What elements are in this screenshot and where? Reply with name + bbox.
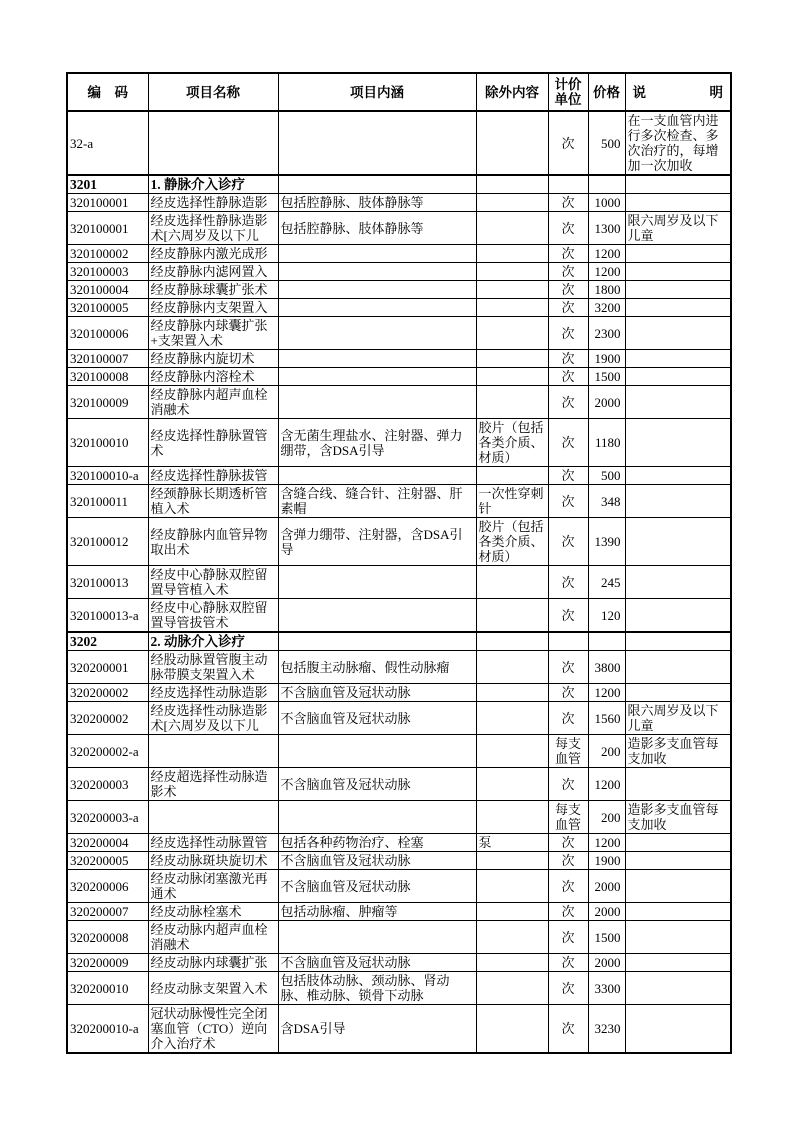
cell-price: 1500 — [588, 368, 625, 386]
cell-note — [625, 1005, 731, 1054]
cell-name: 经皮静脉内球囊扩张+支架置入术 — [148, 317, 278, 350]
cell-price — [588, 632, 625, 651]
cell-name: 经皮静脉内血管异物取出术 — [148, 518, 278, 566]
cell-code: 320200006 — [67, 870, 148, 903]
cell-unit: 次 — [548, 702, 588, 735]
cell-excluded — [476, 194, 548, 212]
cell-excluded — [476, 768, 548, 801]
cell-unit: 次 — [548, 834, 588, 852]
cell-price: 245 — [588, 566, 625, 599]
cell-unit: 次 — [548, 245, 588, 263]
cell-name: 经皮选择性静脉造影术[六周岁及以下儿 — [148, 212, 278, 245]
cell-price: 3300 — [588, 972, 625, 1005]
cell-price: 1800 — [588, 281, 625, 299]
cell-content — [278, 350, 476, 368]
cell-excluded — [476, 281, 548, 299]
cell-price: 200 — [588, 801, 625, 834]
cell-note — [625, 972, 731, 1005]
table-row — [67, 419, 731, 467]
cell-content — [278, 245, 476, 263]
cell-note — [625, 566, 731, 599]
table-row — [67, 921, 731, 954]
cell-code: 320200004 — [67, 834, 148, 852]
cell-unit: 次 — [548, 870, 588, 903]
cell-name: 经皮静脉内超声血栓消融术 — [148, 386, 278, 419]
cell-code: 320100013-a — [67, 599, 148, 633]
cell-unit: 次 — [548, 467, 588, 485]
table-row — [67, 599, 731, 633]
cell-excluded — [476, 921, 548, 954]
cell-note — [625, 350, 731, 368]
cell-unit: 次 — [548, 566, 588, 599]
column-header-unit: 计价单位 — [548, 73, 588, 111]
table-row — [67, 972, 731, 1005]
cell-note — [625, 852, 731, 870]
cell-code: 320100012 — [67, 518, 148, 566]
cell-content — [278, 735, 476, 768]
cell-name: 经皮选择性动脉造影术[六周岁及以下儿 — [148, 702, 278, 735]
cell-content: 不含脑血管及冠状动脉 — [278, 684, 476, 702]
cell-content: 含缝合线、缝合针、注射器、肝素帽 — [278, 485, 476, 518]
cell-content: 含DSA引导 — [278, 1005, 476, 1054]
cell-code: 320100008 — [67, 368, 148, 386]
cell-note — [625, 768, 731, 801]
cell-code: 320200002 — [67, 684, 148, 702]
cell-name: 经皮静脉内激光成形 — [148, 245, 278, 263]
cell-unit: 次 — [548, 954, 588, 972]
cell-price: 1900 — [588, 350, 625, 368]
column-header-content: 项目内涵 — [278, 73, 476, 111]
cell-note — [625, 903, 731, 921]
cell-unit: 次 — [548, 299, 588, 317]
cell-content: 不含脑血管及冠状动脉 — [278, 954, 476, 972]
cell-code: 320100007 — [67, 350, 148, 368]
cell-name: 经皮静脉内支架置入 — [148, 299, 278, 317]
cell-note — [625, 263, 731, 281]
cell-unit: 每支血管 — [548, 735, 588, 768]
cell-code: 320200009 — [67, 954, 148, 972]
cell-unit: 次 — [548, 768, 588, 801]
cell-code: 320200005 — [67, 852, 148, 870]
cell-code: 320200007 — [67, 903, 148, 921]
table-row — [67, 684, 731, 702]
cell-unit: 次 — [548, 281, 588, 299]
cell-unit: 次 — [548, 852, 588, 870]
cell-note — [625, 194, 731, 212]
cell-name: 经皮静脉内滤网置入 — [148, 263, 278, 281]
cell-excluded — [476, 599, 548, 633]
column-header-note: 说 明 — [625, 73, 731, 111]
table-body — [67, 111, 731, 1053]
cell-content — [278, 632, 476, 651]
cell-name: 经皮选择性动脉造影 — [148, 684, 278, 702]
table-row — [67, 245, 731, 263]
cell-code: 320100001 — [67, 194, 148, 212]
cell-price: 1000 — [588, 194, 625, 212]
cell-content — [278, 281, 476, 299]
cell-price: 1500 — [588, 921, 625, 954]
table-row — [67, 281, 731, 299]
column-header-code: 编 码 — [67, 73, 148, 111]
cell-price: 1390 — [588, 518, 625, 566]
cell-unit: 次 — [548, 1005, 588, 1054]
cell-unit: 次 — [548, 599, 588, 633]
cell-price: 1200 — [588, 834, 625, 852]
cell-excluded — [476, 972, 548, 1005]
cell-price: 500 — [588, 111, 625, 175]
cell-price: 2000 — [588, 870, 625, 903]
cell-price: 1200 — [588, 245, 625, 263]
cell-excluded — [476, 702, 548, 735]
table-row — [67, 485, 731, 518]
cell-name: 经皮中心静脉双腔留置导管植入术 — [148, 566, 278, 599]
cell-name: 经皮静脉内溶栓术 — [148, 368, 278, 386]
cell-note — [625, 921, 731, 954]
cell-name: 经皮选择性静脉拔管 — [148, 467, 278, 485]
cell-note — [625, 684, 731, 702]
cell-code: 320100002 — [67, 245, 148, 263]
table-row — [67, 651, 731, 684]
column-header-price: 价格 — [588, 73, 625, 111]
cell-price: 1300 — [588, 212, 625, 245]
cell-unit: 每支血管 — [548, 801, 588, 834]
cell-excluded — [476, 386, 548, 419]
table-row — [67, 1005, 731, 1054]
cell-code: 320200003 — [67, 768, 148, 801]
cell-content — [278, 263, 476, 281]
table-row — [67, 299, 731, 317]
cell-name: 经皮静脉球囊扩张术 — [148, 281, 278, 299]
table-row — [67, 350, 731, 368]
cell-content — [278, 467, 476, 485]
cell-unit: 次 — [548, 972, 588, 1005]
cell-content: 包括动脉瘤、肿瘤等 — [278, 903, 476, 921]
cell-content — [278, 599, 476, 633]
cell-excluded — [476, 801, 548, 834]
cell-content — [278, 175, 476, 194]
cell-name: 经股动脉置管腹主动脉带膜支架置入术 — [148, 651, 278, 684]
cell-name: 经颈静脉长期透析管植入术 — [148, 485, 278, 518]
cell-content: 不含脑血管及冠状动脉 — [278, 852, 476, 870]
cell-name: 经皮选择性静脉造影 — [148, 194, 278, 212]
cell-code: 3202 — [67, 632, 148, 651]
cell-content — [278, 386, 476, 419]
header-row — [67, 73, 731, 111]
section-row — [67, 632, 731, 651]
cell-content — [278, 317, 476, 350]
cell-unit: 次 — [548, 350, 588, 368]
cell-content — [278, 801, 476, 834]
table-row — [67, 467, 731, 485]
cell-code: 320200008 — [67, 921, 148, 954]
cell-price: 1180 — [588, 419, 625, 467]
cell-note — [625, 632, 731, 651]
table-row — [67, 852, 731, 870]
cell-price: 2000 — [588, 954, 625, 972]
cell-excluded — [476, 651, 548, 684]
cell-note — [625, 419, 731, 467]
cell-note: 造影多支血管每支加收 — [625, 735, 731, 768]
cell-name — [148, 735, 278, 768]
cell-code: 320100011 — [67, 485, 148, 518]
cell-content: 不含脑血管及冠状动脉 — [278, 870, 476, 903]
table-row — [67, 263, 731, 281]
table-row — [67, 317, 731, 350]
cell-note — [625, 467, 731, 485]
cell-unit: 次 — [548, 518, 588, 566]
cell-content — [278, 368, 476, 386]
cell-code: 320200002-a — [67, 735, 148, 768]
cell-unit: 次 — [548, 485, 588, 518]
cell-code: 320100013 — [67, 566, 148, 599]
cell-excluded — [476, 852, 548, 870]
cell-price: 500 — [588, 467, 625, 485]
cell-excluded — [476, 870, 548, 903]
cell-excluded: 胶片（包括各类介质、材质） — [476, 518, 548, 566]
cell-content — [278, 299, 476, 317]
cell-name: 经皮动脉支架置入术 — [148, 972, 278, 1005]
cell-name: 经皮动脉栓塞术 — [148, 903, 278, 921]
cell-excluded: 一次性穿刺针 — [476, 485, 548, 518]
cell-content: 不含脑血管及冠状动脉 — [278, 768, 476, 801]
cell-unit — [548, 632, 588, 651]
cell-code: 320100003 — [67, 263, 148, 281]
cell-price: 200 — [588, 735, 625, 768]
cell-price: 3800 — [588, 651, 625, 684]
cell-content: 包括腔静脉、肢体静脉等 — [278, 212, 476, 245]
cell-name: 经皮动脉内超声血栓消融术 — [148, 921, 278, 954]
cell-name: 冠状动脉慢性完全闭塞血管（CTO）逆向介入治疗术 — [148, 1005, 278, 1054]
cell-name: 经皮动脉内球囊扩张 — [148, 954, 278, 972]
cell-name: 经皮选择性静脉置管术 — [148, 419, 278, 467]
cell-excluded — [476, 245, 548, 263]
cell-code: 320100010-a — [67, 467, 148, 485]
cell-code: 320200010 — [67, 972, 148, 1005]
cell-excluded — [476, 954, 548, 972]
cell-content — [278, 566, 476, 599]
cell-name — [148, 111, 278, 175]
cell-unit: 次 — [548, 684, 588, 702]
table-row — [67, 834, 731, 852]
cell-unit: 次 — [548, 263, 588, 281]
cell-price: 1200 — [588, 684, 625, 702]
cell-unit — [548, 175, 588, 194]
cell-excluded — [476, 684, 548, 702]
cell-name: 经皮超选择性动脉造影术 — [148, 768, 278, 801]
cell-excluded — [476, 350, 548, 368]
cell-note: 限六周岁及以下儿童 — [625, 702, 731, 735]
cell-note — [625, 518, 731, 566]
cell-unit: 次 — [548, 368, 588, 386]
cell-excluded — [476, 566, 548, 599]
cell-excluded — [476, 317, 548, 350]
cell-note — [625, 954, 731, 972]
cell-code: 320100006 — [67, 317, 148, 350]
table-row — [67, 194, 731, 212]
cell-note — [625, 245, 731, 263]
table-row — [67, 111, 731, 175]
table-row — [67, 735, 731, 768]
cell-code: 320100001 — [67, 212, 148, 245]
cell-note — [625, 870, 731, 903]
cell-code: 320200002 — [67, 702, 148, 735]
cell-price: 1200 — [588, 263, 625, 281]
cell-code: 320200003-a — [67, 801, 148, 834]
cell-price: 2000 — [588, 903, 625, 921]
cell-unit: 次 — [548, 386, 588, 419]
cell-code: 320100009 — [67, 386, 148, 419]
cell-note — [625, 485, 731, 518]
cell-name: 经皮选择性动脉置管 — [148, 834, 278, 852]
cell-note — [625, 599, 731, 633]
table-row — [67, 768, 731, 801]
cell-note: 在一支血管内进行多次检查、多次治疗的，每增加一次加收 — [625, 111, 731, 175]
cell-unit: 次 — [548, 419, 588, 467]
cell-note — [625, 299, 731, 317]
cell-excluded: 泵 — [476, 834, 548, 852]
cell-note — [625, 175, 731, 194]
cell-content: 包括肢体动脉、颈动脉、肾动脉、椎动脉、锁骨下动脉 — [278, 972, 476, 1005]
cell-price: 2300 — [588, 317, 625, 350]
table-row — [67, 212, 731, 245]
cell-content: 不含脑血管及冠状动脉 — [278, 702, 476, 735]
cell-content — [278, 111, 476, 175]
table-row — [67, 870, 731, 903]
section-row — [67, 175, 731, 194]
cell-excluded — [476, 212, 548, 245]
cell-code: 320200001 — [67, 651, 148, 684]
cell-note — [625, 317, 731, 350]
cell-code: 320200010-a — [67, 1005, 148, 1054]
cell-code: 32-a — [67, 111, 148, 175]
cell-price: 2000 — [588, 386, 625, 419]
cell-excluded — [476, 299, 548, 317]
cell-unit: 次 — [548, 921, 588, 954]
cell-unit: 次 — [548, 194, 588, 212]
cell-content: 含弹力绷带、注射器，含DSA引导 — [278, 518, 476, 566]
cell-price: 3230 — [588, 1005, 625, 1054]
cell-name: 经皮动脉斑块旋切术 — [148, 852, 278, 870]
cell-content: 包括腔静脉、肢体静脉等 — [278, 194, 476, 212]
cell-code: 320100004 — [67, 281, 148, 299]
cell-note — [625, 386, 731, 419]
cell-excluded — [476, 1005, 548, 1054]
cell-name: 经皮中心静脉双腔留置导管拔管术 — [148, 599, 278, 633]
cell-excluded — [476, 263, 548, 281]
column-header-name: 项目名称 — [148, 73, 278, 111]
cell-name — [148, 801, 278, 834]
cell-note — [625, 368, 731, 386]
cell-excluded — [476, 735, 548, 768]
cell-price: 348 — [588, 485, 625, 518]
cell-excluded — [476, 467, 548, 485]
cell-note — [625, 834, 731, 852]
cell-note — [625, 651, 731, 684]
table-row — [67, 566, 731, 599]
cell-price: 3200 — [588, 299, 625, 317]
medical-price-table — [66, 72, 732, 1054]
cell-content — [278, 921, 476, 954]
cell-excluded — [476, 632, 548, 651]
cell-excluded — [476, 368, 548, 386]
cell-price: 1560 — [588, 702, 625, 735]
table-row — [67, 386, 731, 419]
cell-excluded: 胶片（包括各类介质、材质） — [476, 419, 548, 467]
cell-price — [588, 175, 625, 194]
cell-note — [625, 281, 731, 299]
cell-unit: 次 — [548, 651, 588, 684]
cell-content: 包括腹主动脉瘤、假性动脉瘤 — [278, 651, 476, 684]
cell-price: 1900 — [588, 852, 625, 870]
cell-unit: 次 — [548, 317, 588, 350]
table-row — [67, 702, 731, 735]
cell-name: 1. 静脉介入诊疗 — [148, 175, 278, 194]
cell-price: 120 — [588, 599, 625, 633]
cell-unit: 次 — [548, 111, 588, 175]
cell-name: 2. 动脉介入诊疗 — [148, 632, 278, 651]
table-row — [67, 518, 731, 566]
table-row — [67, 368, 731, 386]
cell-excluded — [476, 175, 548, 194]
cell-content: 含无菌生理盐水、注射器、弹力绷带，含DSA引导 — [278, 419, 476, 467]
cell-excluded — [476, 111, 548, 175]
cell-unit: 次 — [548, 903, 588, 921]
table-row — [67, 801, 731, 834]
cell-note: 造影多支血管每支加收 — [625, 801, 731, 834]
cell-excluded — [476, 903, 548, 921]
cell-code: 320100010 — [67, 419, 148, 467]
cell-name: 经皮动脉闭塞激光再通术 — [148, 870, 278, 903]
cell-code: 320100005 — [67, 299, 148, 317]
table-row — [67, 954, 731, 972]
table-row — [67, 903, 731, 921]
cell-content: 包括各种药物治疗、栓塞 — [278, 834, 476, 852]
column-header-excluded: 除外内容 — [476, 73, 548, 111]
cell-price: 1200 — [588, 768, 625, 801]
cell-code: 3201 — [67, 175, 148, 194]
cell-note: 限六周岁及以下儿童 — [625, 212, 731, 245]
cell-name: 经皮静脉内旋切术 — [148, 350, 278, 368]
cell-unit: 次 — [548, 212, 588, 245]
